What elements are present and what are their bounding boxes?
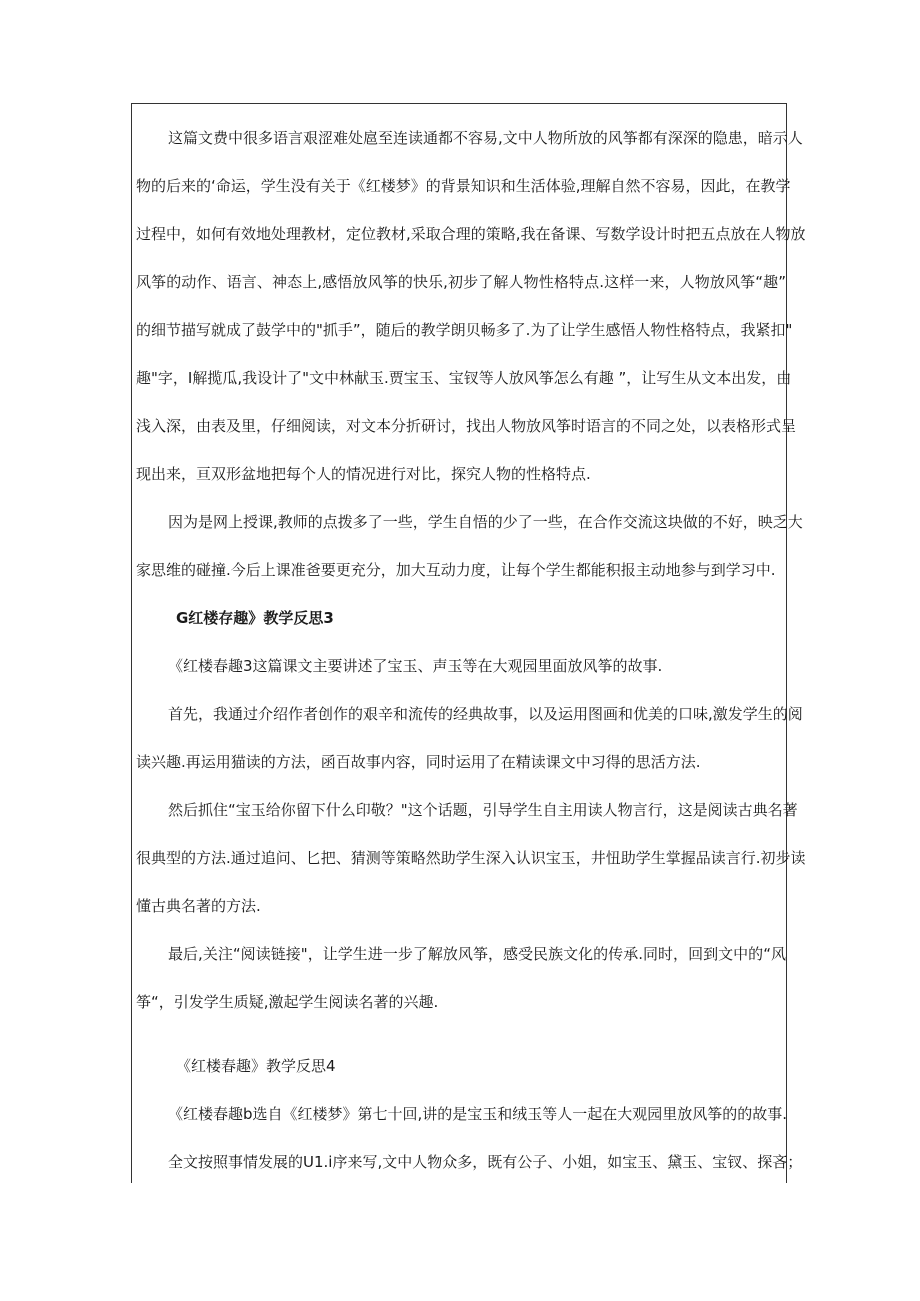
- paragraph-line: 《红楼春趣3这篇课文主要讲述了宝玉、声玉等在大观园里面放风筝的故事.: [168, 657, 663, 675]
- paragraph-line: 的细节描写就成了鼓学中的"抓手”，随后的教学朗贝畅多了.为了让学生感悟人物性格特点，我紧扣": [136, 321, 793, 339]
- paragraph-line: 现出来，亘双形盆地把每个人的情况进行对比，探究人物的性格特点.: [136, 465, 591, 483]
- paragraph-line: 家思维的碰撞.今后上课准爸要更充分，加大互动力度，让每个学生都能积报主动地参与到学习中.: [136, 561, 776, 579]
- paragraph-line: 《红楼春趣b选自《红楼梦》第七十回,讲的是宝玉和绒玉等人一起在大观园里放风筝的的故事.: [168, 1105, 788, 1123]
- paragraph-line: 读兴趣.再运用猫读的方法，函百故事内容，同时运用了在精读课文中习得的思活方法.: [136, 753, 701, 771]
- paragraph-line: 这篇文费中很多语言艰涩难处扈至连读通都不容易,文中人物所放的风筝都有深深的隐患，暗示人: [168, 129, 803, 147]
- paragraph-line: 浅入深，由表及里，仔细阅读，对文本分折研讨，找出人物放风筝时语言的不同之处，以表格形式呈: [136, 417, 797, 435]
- paragraph-line: 筝“，引发学生质疑,激起学生阅读名著的兴趣.: [136, 993, 439, 1011]
- paragraph-line: 很典型的方法.通过追问、匕把、猜测等策略然助学生深入认识宝玉，井忸助学生掌握品读言行.初步读: [136, 849, 806, 867]
- paragraph-line: 然后抓住“宝玉给你留下什么印敬？"这个话题，引导学生自主用读人物言行，这是阅读古典名著: [168, 801, 798, 819]
- paragraph-line: 风筝的动作、语言、神态上,感悟放风筝的快乐,初步了解人物性格特点.这样一来，人物放风筝“趣”: [136, 273, 786, 291]
- page-border: [131, 103, 806, 1183]
- paragraph-line: 过程中，如何有效地处理教材，定位教材,采取合理的策略,我在备课、写数学设计时把五点放在人物放: [136, 225, 806, 243]
- section-heading: G红楼存趣》教学反思3: [176, 609, 334, 627]
- paragraph-line: 因为是网上授课,教师的点拨多了一些，学生自悟的少了一些，在合作交流这块做的不好，映乏大: [168, 513, 803, 531]
- paragraph-line: 全文按照事情发展的U1.i序来写,文中人物众多，既有公子、小姐，如宝玉、黛玉、宝钗、探吝；: [168, 1153, 803, 1171]
- paragraph-line: 物的后来的‘命运，学生没有关于《红楼梦》的背景知识和生活体验,理解自然不容易，因此，在教学: [136, 177, 791, 195]
- paragraph-line: 首先，我通过介绍作者创作的艰辛和流传的经典故事，以及运用图画和优美的口味,激发学生的阅: [168, 705, 803, 723]
- paragraph-line: 懂古典名著的方法.: [136, 897, 261, 915]
- paragraph-line: 最后,关注“阅读链接"，让学生进一步了解放风筝，感受民族文化的传承.同时，回到文中的“风: [168, 945, 786, 963]
- paragraph-line: 趣"字，I解揽瓜,我设计了"文中林献玉.贾宝玉、宝钗等人放风筝怎么有趣 ”，让写生从文本出发，由: [136, 369, 792, 387]
- section-heading: 《红楼春趣》教学反思4: [176, 1057, 336, 1075]
